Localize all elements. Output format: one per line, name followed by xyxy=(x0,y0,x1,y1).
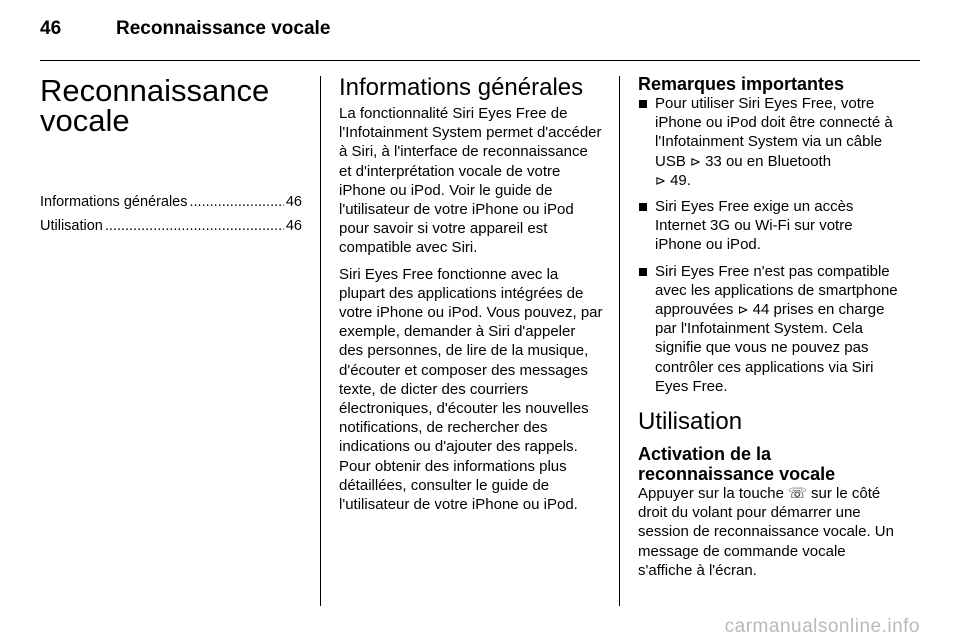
page-header xyxy=(40,18,920,48)
voice-phone-key-icon: ☏ xyxy=(788,485,807,503)
bullet-square-icon xyxy=(639,100,647,108)
remark-text: Siri Eyes Free exige un accès Internet 3G ou Wi-Fi sur votre iPhone ou iPod. xyxy=(655,198,854,254)
subheading-voice-activation: Activation de la reconnaissance vocale xyxy=(638,444,836,485)
chapter-column xyxy=(40,74,302,238)
toc-leader-dots xyxy=(105,214,284,238)
remark-text: ou en Bluetooth xyxy=(725,152,832,170)
watermark: carmanualsonline.info xyxy=(724,616,920,637)
toc-entry-general-info[interactable] xyxy=(40,190,302,214)
bullet-square-icon xyxy=(639,203,647,211)
running-title: Reconnaissance vocale xyxy=(116,18,331,39)
list-item xyxy=(638,197,902,255)
header-divider xyxy=(40,60,920,61)
table-of-contents xyxy=(40,190,302,238)
usage-text: Appuyer sur la touche xyxy=(638,485,784,503)
page-reference-link[interactable]: 49. xyxy=(670,171,691,189)
column-divider-2 xyxy=(619,76,620,606)
usage-text: sur le côté droit du volant pour démarrer une session de reconnaissance vocale. Un message de commande vocale s'affiche à l'écran. xyxy=(638,485,894,579)
toc-page: 46 xyxy=(285,218,302,234)
toc-label: Informations générales xyxy=(40,194,188,210)
page-number: 46 xyxy=(40,18,62,39)
general-info-paragraph-2: Siri Eyes Free fonctionne avec la plupart des applications intégrées de votre iPhone ou iPod. Vous pouvez, par exemple, demander à Siri d'appeler des personnes, de lire de la musique, d'écouter et composer des messages texte, de dicter des courriers électroniques, d'écouter les nouvelles notifications, de rechercher des indications ou d'ajouter des rappels. Pour obtenir des informations plus détaillées, consulter le guide de l'utilisateur de votre iPhone ou iPod. xyxy=(339,265,603,514)
cross-reference-arrow-icon: ⊳ xyxy=(690,153,701,169)
section-heading-general-info: Informations générales xyxy=(339,74,584,101)
usage-paragraph xyxy=(638,484,902,580)
remark-text: prises en charge par l'Infotainment System. Cela signifie que vous ne pouvez pas contrôler ces applications via Siri Eyes Free. xyxy=(655,301,885,395)
chapter-title xyxy=(40,73,302,138)
toc-page: 46 xyxy=(285,194,302,210)
general-info-paragraph-1: La fonctionnalité Siri Eyes Free de l'Infotainment System permet d'accéder à Siri, à l'interface de reconnaissance et d'interprétation vocale de votre iPhone ou iPod. Voir le guide de l'utilisateur de votre iPhone ou iPod pour savoir si votre appareil est compatible avec Siri. xyxy=(339,105,602,257)
remark-text: Siri Eyes Free n'est pas compatible avec les applications de smartphone approuvées xyxy=(655,262,898,319)
section-heading-remarks: Remarques importantes xyxy=(638,74,845,94)
toc-entry-usage[interactable] xyxy=(40,214,302,238)
chapter-title-line2: vocale xyxy=(40,103,130,138)
list-item xyxy=(638,262,902,396)
remark-text: Pour utiliser Siri Eyes Free, votre iPhone ou iPod doit être connecté à l'Infotainment System via un câble USB xyxy=(655,95,893,170)
general-info-column xyxy=(339,74,603,521)
bullet-square-icon xyxy=(639,268,647,276)
list-item xyxy=(638,94,902,190)
page-reference-link[interactable]: 33 xyxy=(705,152,722,170)
cross-reference-arrow-icon: ⊳ xyxy=(655,172,666,188)
toc-leader-dots xyxy=(190,190,284,214)
chapter-title-line1: Reconnaissance xyxy=(40,73,270,108)
remarks-list xyxy=(638,94,902,396)
page-reference-link[interactable]: 44 xyxy=(752,301,770,319)
cross-reference-arrow-icon: ⊳ xyxy=(737,302,749,318)
toc-label: Utilisation xyxy=(40,218,103,234)
column-divider-1 xyxy=(320,76,321,606)
section-heading-usage: Utilisation xyxy=(638,408,743,436)
remarks-usage-column xyxy=(638,74,902,587)
